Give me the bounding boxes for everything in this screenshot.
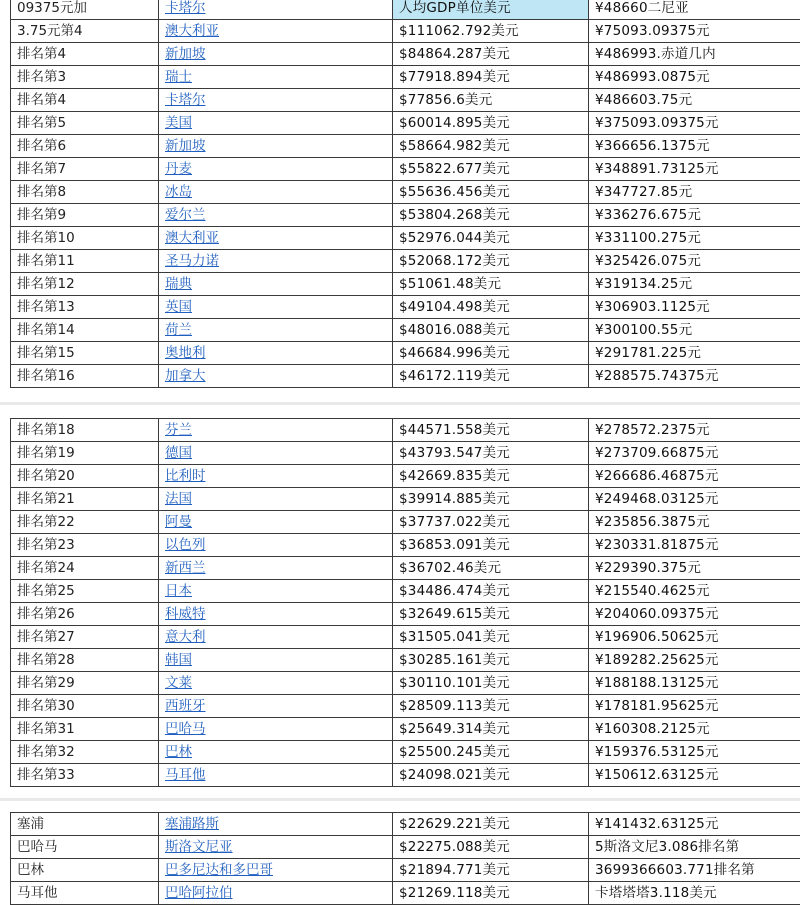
rank-cell: 排名第30 (11, 695, 159, 718)
gdp-cny-cell: ¥348891.73125元 (589, 158, 800, 181)
country-link[interactable]: 澳大利亚 (165, 230, 219, 246)
country-cell[interactable] (159, 66, 393, 89)
table-row (11, 112, 800, 135)
gdp-usd-cell: $46684.996美元 (393, 342, 589, 365)
gdp-usd-cell: $36702.46美元 (393, 557, 589, 580)
gdp-usd-cell: $44571.558美元 (393, 419, 589, 442)
gdp-cny-cell: ¥319134.25元 (589, 273, 800, 296)
header-country-cell[interactable] (159, 0, 393, 20)
table-row (11, 626, 800, 649)
gdp-cny-cell: ¥486993.0875元 (589, 66, 800, 89)
country-link[interactable]: 巴多尼达和多巴哥 (165, 862, 273, 878)
gdp-usd-cell: $22275.088美元 (393, 836, 589, 859)
gdp-cny-cell: ¥188188.13125元 (589, 672, 800, 695)
gdp-cny-cell: ¥273709.66875元 (589, 442, 800, 465)
gdp-usd-cell: $48016.088美元 (393, 319, 589, 342)
country-link[interactable]: 奥地利 (165, 345, 206, 361)
country-cell[interactable] (159, 204, 393, 227)
rank-cell: 排名第20 (11, 465, 159, 488)
gdp-table-block-3 (10, 812, 800, 905)
country-cell[interactable] (159, 580, 393, 603)
gdp-cny-cell: ¥266686.46875元 (589, 465, 800, 488)
country-link[interactable]: 以色列 (165, 537, 206, 553)
gdp-table-block-1 (10, 0, 800, 388)
gdp-cny-cell: ¥336276.675元 (589, 204, 800, 227)
country-link[interactable]: 新西兰 (165, 560, 206, 576)
rank-cell: 巴哈马 (11, 836, 159, 859)
gdp-usd-cell: $30285.161美元 (393, 649, 589, 672)
rank-cell: 排名第4 (11, 43, 159, 66)
country-cell[interactable] (159, 695, 393, 718)
table-row (11, 250, 800, 273)
gdp-usd-cell: $28509.113美元 (393, 695, 589, 718)
country-cell[interactable] (159, 882, 393, 905)
table-row (11, 227, 800, 250)
rank-cell: 排名第9 (11, 204, 159, 227)
rank-cell: 马耳他 (11, 882, 159, 905)
country-cell[interactable] (159, 250, 393, 273)
gdp-cny-cell: ¥229390.375元 (589, 557, 800, 580)
table-row (11, 20, 800, 43)
table-row (11, 836, 800, 859)
gdp-cny-cell: ¥230331.81875元 (589, 534, 800, 557)
table-row (11, 603, 800, 626)
gdp-usd-cell: $30110.101美元 (393, 672, 589, 695)
country-link[interactable]: 巴哈阿拉伯 (165, 885, 233, 901)
gdp-cny-cell: ¥300100.55元 (589, 319, 800, 342)
country-cell[interactable] (159, 813, 393, 836)
country-link[interactable]: 新加坡 (165, 138, 206, 154)
country-link[interactable]: 巴林 (165, 744, 192, 760)
gdp-table-block-2 (10, 418, 800, 787)
rank-cell: 排名第5 (11, 112, 159, 135)
country-cell[interactable] (159, 649, 393, 672)
table-row (11, 319, 800, 342)
rank-cell: 排名第12 (11, 273, 159, 296)
section-gap-1 (0, 394, 800, 416)
gdp-cny-cell: ¥366656.1375元 (589, 135, 800, 158)
country-cell[interactable] (159, 365, 393, 388)
country-link[interactable]: 西班牙 (165, 698, 206, 714)
header-country-link[interactable]: 卡塔尔 (165, 0, 206, 16)
country-cell[interactable] (159, 764, 393, 787)
country-link[interactable]: 德国 (165, 445, 192, 461)
gdp-cny-cell: ¥249468.03125元 (589, 488, 800, 511)
gdp-cny-cell: ¥150612.63125元 (589, 764, 800, 787)
rank-cell: 排名第24 (11, 557, 159, 580)
table-row (11, 534, 800, 557)
rank-cell: 排名第27 (11, 626, 159, 649)
country-link[interactable]: 美国 (165, 115, 192, 131)
country-cell[interactable] (159, 342, 393, 365)
table-row (11, 89, 800, 112)
rank-cell: 排名第8 (11, 181, 159, 204)
table-row (11, 695, 800, 718)
table-row (11, 511, 800, 534)
table-row (11, 859, 800, 882)
country-cell[interactable] (159, 534, 393, 557)
rank-cell: 排名第23 (11, 534, 159, 557)
country-cell[interactable] (159, 89, 393, 112)
country-link[interactable]: 冰岛 (165, 184, 192, 200)
country-cell[interactable] (159, 158, 393, 181)
country-cell[interactable] (159, 319, 393, 342)
rank-cell: 排名第22 (11, 511, 159, 534)
gdp-usd-cell: $34486.474美元 (393, 580, 589, 603)
rank-cell: 排名第26 (11, 603, 159, 626)
table-row (11, 882, 800, 905)
rank-cell: 排名第7 (11, 158, 159, 181)
table-row (11, 488, 800, 511)
gdp-usd-cell: $39914.885美元 (393, 488, 589, 511)
gdp-usd-cell: $52976.044美元 (393, 227, 589, 250)
country-cell[interactable] (159, 227, 393, 250)
gdp-usd-cell: $43793.547美元 (393, 442, 589, 465)
gdp-usd-cell: $31505.041美元 (393, 626, 589, 649)
country-cell[interactable] (159, 296, 393, 319)
gdp-usd-cell: $111062.792美元 (393, 20, 589, 43)
gdp-cny-cell: ¥486993.赤道几内 (589, 43, 800, 66)
rank-cell: 排名第6 (11, 135, 159, 158)
country-cell[interactable] (159, 419, 393, 442)
country-cell[interactable] (159, 511, 393, 534)
country-cell[interactable] (159, 135, 393, 158)
country-link[interactable]: 文莱 (165, 675, 192, 691)
gdp-usd-cell: $21269.118美元 (393, 882, 589, 905)
rank-cell: 排名第15 (11, 342, 159, 365)
gdp-usd-cell: $22629.221美元 (393, 813, 589, 836)
table-row (11, 342, 800, 365)
country-link[interactable]: 爱尔兰 (165, 207, 206, 223)
country-cell[interactable] (159, 488, 393, 511)
country-link[interactable]: 比利时 (165, 468, 206, 484)
gdp-cny-cell: ¥347727.85元 (589, 181, 800, 204)
rank-cell: 排名第32 (11, 741, 159, 764)
country-link[interactable]: 法国 (165, 491, 192, 507)
rank-cell: 排名第28 (11, 649, 159, 672)
gdp-usd-cell: $37737.022美元 (393, 511, 589, 534)
gdp-usd-cell: $60014.895美元 (393, 112, 589, 135)
gdp-cny-cell: ¥160308.2125元 (589, 718, 800, 741)
gdp-usd-cell: $77918.894美元 (393, 66, 589, 89)
rank-cell: 排名第14 (11, 319, 159, 342)
rank-cell: 3.75元第4 (11, 20, 159, 43)
table-row (11, 365, 800, 388)
gdp-cny-cell: 5斯洛文尼3.086排名第 (589, 836, 800, 859)
country-cell[interactable] (159, 273, 393, 296)
table-row (11, 296, 800, 319)
gdp-cny-cell: ¥141432.63125元 (589, 813, 800, 836)
rank-cell: 排名第11 (11, 250, 159, 273)
table-row (11, 442, 800, 465)
gdp-cny-cell: ¥331100.275元 (589, 227, 800, 250)
table-row (11, 813, 800, 836)
gdp-cny-cell: ¥306903.1125元 (589, 296, 800, 319)
table-row (11, 718, 800, 741)
gdp-cny-cell: ¥159376.53125元 (589, 741, 800, 764)
section-divider-2 (0, 798, 800, 801)
rank-cell: 排名第18 (11, 419, 159, 442)
gdp-usd-cell: $24098.021美元 (393, 764, 589, 787)
country-link[interactable]: 新加坡 (165, 46, 206, 62)
country-link[interactable]: 马耳他 (165, 767, 206, 783)
country-cell[interactable] (159, 181, 393, 204)
rank-cell: 排名第25 (11, 580, 159, 603)
country-link[interactable]: 芬兰 (165, 422, 192, 438)
table-row (11, 465, 800, 488)
country-cell[interactable] (159, 718, 393, 741)
rank-cell: 排名第16 (11, 365, 159, 388)
rank-cell: 排名第3 (11, 66, 159, 89)
rank-cell: 排名第29 (11, 672, 159, 695)
country-link[interactable]: 澳大利亚 (165, 23, 219, 39)
table-row (11, 672, 800, 695)
country-cell[interactable] (159, 43, 393, 66)
table-row (11, 135, 800, 158)
gdp-usd-cell: $58664.982美元 (393, 135, 589, 158)
country-link[interactable]: 瑞典 (165, 276, 192, 292)
country-link[interactable]: 英国 (165, 299, 192, 315)
gdp-cny-cell: ¥204060.09375元 (589, 603, 800, 626)
rank-cell: 排名第31 (11, 718, 159, 741)
gdp-cny-cell: ¥215540.4625元 (589, 580, 800, 603)
header-usd-column-title: 人均GDP单位美元 (393, 0, 589, 20)
gdp-cny-cell: ¥291781.225元 (589, 342, 800, 365)
section-divider-1 (0, 402, 800, 405)
gdp-usd-cell: $36853.091美元 (393, 534, 589, 557)
gdp-usd-cell: $42669.835美元 (393, 465, 589, 488)
country-link[interactable]: 圣马力诺 (165, 253, 219, 269)
gdp-usd-cell: $52068.172美元 (393, 250, 589, 273)
gdp-cny-cell: 3699366603.771排名第 (589, 859, 800, 882)
gdp-usd-cell: $55822.677美元 (393, 158, 589, 181)
rank-cell: 排名第13 (11, 296, 159, 319)
table-row (11, 580, 800, 603)
gdp-usd-cell: $25500.245美元 (393, 741, 589, 764)
country-link[interactable]: 韩国 (165, 652, 192, 668)
country-link[interactable]: 瑞士 (165, 69, 192, 85)
country-link[interactable]: 斯洛文尼亚 (165, 839, 233, 855)
country-cell[interactable] (159, 603, 393, 626)
gdp-cny-cell: ¥325426.075元 (589, 250, 800, 273)
country-cell[interactable] (159, 557, 393, 580)
table-row (11, 181, 800, 204)
header-rank-cell: 09375元加 (11, 0, 159, 20)
country-link[interactable]: 加拿大 (165, 368, 206, 384)
gdp-cny-cell: 卡塔塔塔3.118美元 (589, 882, 800, 905)
rank-cell: 排名第4 (11, 89, 159, 112)
gdp-usd-cell: $51061.48美元 (393, 273, 589, 296)
gdp-cny-cell: ¥235856.3875元 (589, 511, 800, 534)
gdp-cny-cell: ¥75093.09375元 (589, 20, 800, 43)
country-cell[interactable] (159, 741, 393, 764)
country-cell[interactable] (159, 859, 393, 882)
table-row (11, 741, 800, 764)
gdp-usd-cell: $46172.119美元 (393, 365, 589, 388)
table-row (11, 649, 800, 672)
country-link[interactable]: 阿曼 (165, 514, 192, 530)
gdp-usd-cell: $49104.498美元 (393, 296, 589, 319)
gdp-usd-cell: $32649.615美元 (393, 603, 589, 626)
table-row (11, 43, 800, 66)
table-row (11, 66, 800, 89)
gdp-usd-cell: $55636.456美元 (393, 181, 589, 204)
gdp-cny-cell: ¥486603.75元 (589, 89, 800, 112)
gdp-cny-cell: ¥375093.09375元 (589, 112, 800, 135)
gdp-usd-cell: $21894.771美元 (393, 859, 589, 882)
table-row (11, 764, 800, 787)
country-cell[interactable] (159, 626, 393, 649)
gdp-usd-cell: $53804.268美元 (393, 204, 589, 227)
table-row (11, 557, 800, 580)
gdp-cny-cell: ¥189282.25625元 (589, 649, 800, 672)
table-row (11, 273, 800, 296)
table-row (11, 419, 800, 442)
gdp-cny-cell: ¥278572.2375元 (589, 419, 800, 442)
country-link[interactable]: 卡塔尔 (165, 92, 206, 108)
rank-cell: 排名第10 (11, 227, 159, 250)
rank-cell: 排名第21 (11, 488, 159, 511)
gdp-usd-cell: $84864.287美元 (393, 43, 589, 66)
gdp-cny-cell: ¥196906.50625元 (589, 626, 800, 649)
country-link[interactable]: 巴哈马 (165, 721, 206, 737)
gdp-cny-cell: ¥288575.74375元 (589, 365, 800, 388)
country-link[interactable]: 科威特 (165, 606, 206, 622)
rank-cell: 排名第33 (11, 764, 159, 787)
gdp-cny-cell: ¥178181.95625元 (589, 695, 800, 718)
country-link[interactable]: 意大利 (165, 629, 206, 645)
rank-cell: 排名第19 (11, 442, 159, 465)
country-cell[interactable] (159, 442, 393, 465)
gdp-usd-cell: $77856.6美元 (393, 89, 589, 112)
rank-cell: 塞浦 (11, 813, 159, 836)
country-link[interactable]: 丹麦 (165, 161, 192, 177)
country-cell[interactable] (159, 836, 393, 859)
country-link[interactable]: 荷兰 (165, 322, 192, 338)
country-link[interactable]: 日本 (165, 583, 192, 599)
table-row (11, 158, 800, 181)
country-link[interactable]: 塞浦路斯 (165, 816, 219, 832)
country-cell[interactable] (159, 20, 393, 43)
country-cell[interactable] (159, 112, 393, 135)
header-cny-cell: ¥48660二尼亚 (589, 0, 800, 20)
gdp-usd-cell: $25649.314美元 (393, 718, 589, 741)
table-row (11, 204, 800, 227)
table-header-row (11, 0, 800, 20)
rank-cell: 巴林 (11, 859, 159, 882)
country-cell[interactable] (159, 672, 393, 695)
country-cell[interactable] (159, 465, 393, 488)
